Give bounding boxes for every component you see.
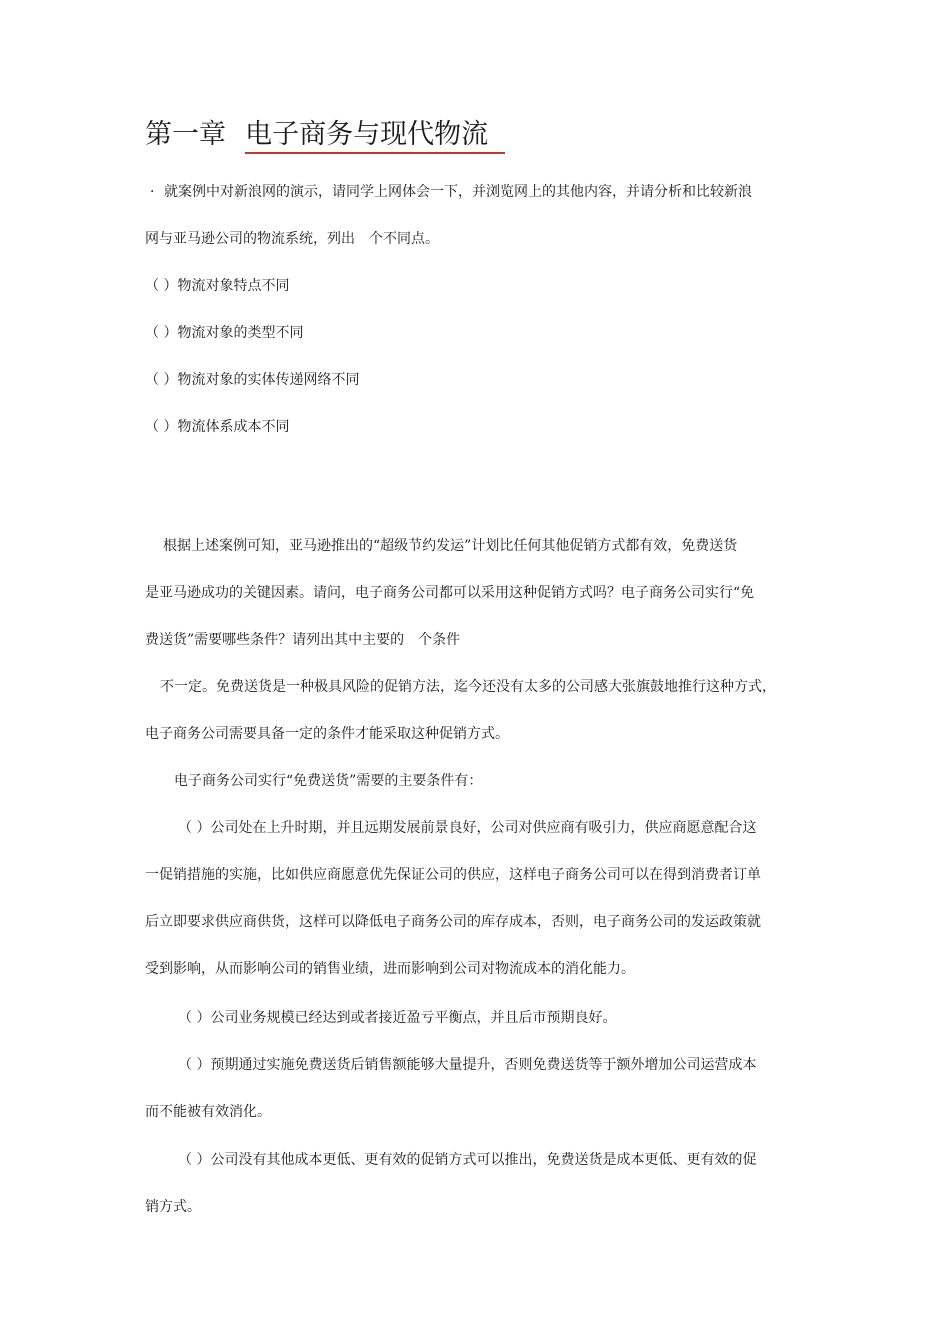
- question-2-line-3: 费送货”需要哪些条件？请列出其中主要的 个条件: [145, 632, 461, 648]
- title-underline: [245, 152, 505, 154]
- chapter-number: 第一章: [145, 119, 226, 150]
- answer-2-line-1: 不一定。免费送货是一种极具风险的促销方法，迄今还没有太多的公司感大张旗鼓地推行这种方式，: [160, 679, 776, 695]
- answer-1-item-4: （ ）物流体系成本不同: [145, 419, 290, 435]
- condition-4-line-1: （ ）公司没有其他成本更低、更有效的促销方式可以推出，免费送货是成本更低、更有效的促: [178, 1152, 757, 1168]
- chapter-title: 电子商务与现代物流: [245, 119, 489, 150]
- chapter-heading: [145, 112, 488, 151]
- condition-1-line-2: 一促销措施的实施，比如供应商愿意优先保证公司的供应，这样电子商务公司可以在得到消费者订单: [145, 867, 761, 883]
- condition-1-line-3: 后立即要求供应商供货，这样可以降低电子商务公司的库存成本，否则，电子商务公司的发运政策就: [145, 914, 761, 930]
- bullet-dot: ·: [150, 184, 155, 200]
- answer-1-item-3: （ ）物流对象的实体传递网络不同: [145, 372, 360, 388]
- question-2-line-2: 是亚马逊成功的关键因素。请问，电子商务公司都可以采用这种促销方式吗？电子商务公司实行“免: [145, 585, 755, 601]
- answer-2-intro: 电子商务公司实行“免费送货”需要的主要条件有：: [174, 773, 483, 789]
- condition-1-line-1: （ ）公司处在上升时期，并且远期发展前景良好，公司对供应商有吸引力，供应商愿意配合这: [178, 820, 757, 836]
- answer-1-item-2: （ ）物流对象的类型不同: [145, 325, 304, 341]
- question-1-line-2: 网与亚马逊公司的物流系统，列出 个不同点。: [145, 231, 439, 247]
- question-1-line-1: · 就案例中对新浪网的演示，请同学上网体会一下，并浏览网上的其他内容，并请分析和比较新浪: [150, 184, 752, 200]
- answer-2-line-2: 电子商务公司需要具备一定的条件才能采取这种促销方式。: [145, 726, 509, 742]
- condition-3-line-2: 而不能被有效消化。: [145, 1104, 271, 1120]
- answer-1-item-1: （ ）物流对象特点不同: [145, 278, 290, 294]
- condition-2-line-1: （ ）公司业务规模已经达到或者接近盈亏平衡点，并且后市预期良好。: [178, 1010, 617, 1026]
- question-2-line-1: 根据上述案例可知，亚马逊推出的“超级节约发运”计划比任何其他促销方式都有效，免费送货: [163, 538, 738, 554]
- condition-4-line-2: 销方式。: [145, 1199, 201, 1215]
- condition-1-line-4: 受到影响，从而影响公司的销售业绩，进而影响到公司对物流成本的消化能力。: [145, 961, 635, 977]
- condition-3-line-1: （ ）预期通过实施免费送货后销售额能够大量提升，否则免费送货等于额外增加公司运营成本: [178, 1057, 757, 1073]
